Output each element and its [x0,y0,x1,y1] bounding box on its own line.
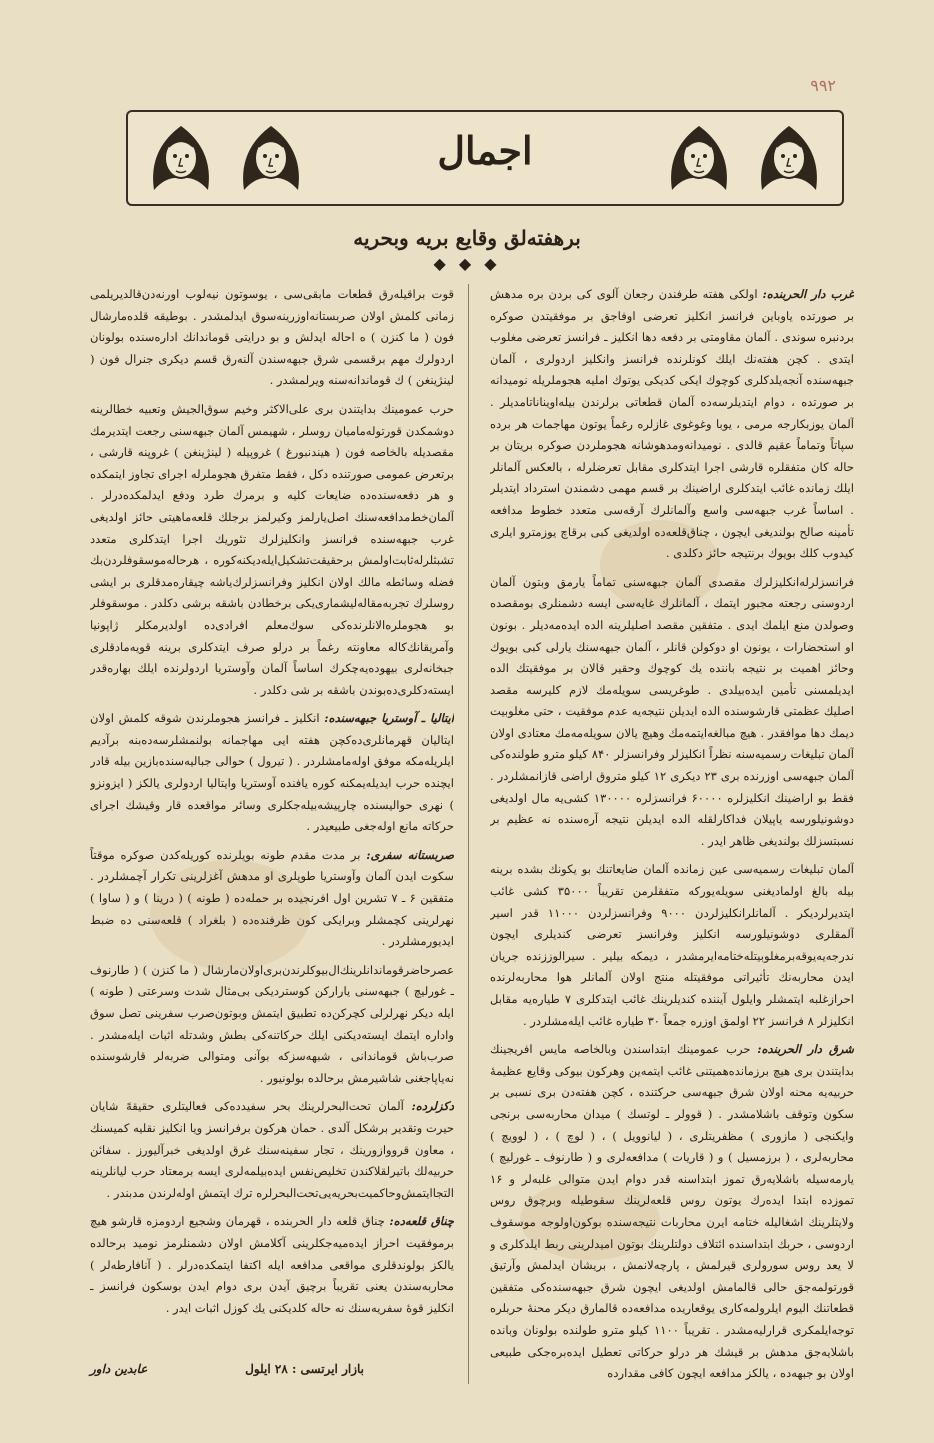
paragraph [90,399,454,701]
paragraph [90,1211,454,1319]
page-number: ۹۹۲ [810,76,836,95]
paragraph-text: فرانسزلرله‌انکلیزلرك مقصدی آلمان جبهه‌سنی تماماً یارمق وبتون آلمان اردوسنی رجعته مجبور ایتمك ، آلمانلرك غایه‌سی ایسه دشمنلری بومقصده وصولدن منع ایلمك ایدی . متفقین مقصد اصلیلرینه الده ایده‌مه‌دیلر . بونون او استحضارات ، یونون او دوکولن قانلر ، آلمان جبهه‌سنك یارلی کبی بویوك وحائز اهمیت بر نتیجه باننده یك کوچوك وحقیر قالان بر موفقیتك الده ایدیلمسنی تأمین ایده‌بیلدی . طوغریسی سویله‌مك لازم کلیرسه مقصد اصلیك عظمتی قارشوسنده الده ایدیلن نتیجه‌یه عدم موفقیت ، حتی مغلوبیت دیمك دها موافقدر . هیچ مبالغه‌ایتمه‌مك وهیچ یالان سویله‌مه‌مك معتادی اولان آلمان تبلیغات رسمیه‌سنه نظراً انکلیزلر وفرانسزلر ۸۴۰ کیلو مترو طولنده‌کی آلمان جبهه‌سی اوزرنده بری ۲۳ دیکری ۱۲ کیلو متروق اراضی قازانمشلردر . فقط بو اراضینك انکلیزلره ۶۰۰۰۰ فرانسزلره ۱۳۰۰۰۰ کشی‌یه مال اولدیغی دوشونیلورسه یاپیلان فداکارلقله الده ایدیلن نتیجه آره‌سنده نه عظیم بر نسبتسزلك بولندیغی ظاهر ایدر . [490,574,854,848]
section-heading: شرق دار الحربنده: [757,1042,854,1057]
section-header-banner [126,110,844,206]
right-text-column [490,284,854,1394]
paragraph [490,859,854,1032]
paragraph [490,572,854,853]
paragraph [90,845,454,953]
paragraph [490,1039,854,1385]
paragraph-text: حرب عمومینك ابتداسندن وبالخاصه مایس افریجینك بدایتندن بری هیچ برزمانده‌همیتنی غائب ایتمه‌ین وهرکون بیوکی وقایع عظیمهٔ حربیه‌یه محنه اولان شرق جبهه‌سی حرکتنده ، کچن هفته‌دن بری نسبی بر سکون وتوقف باشلامشدر . ( قوولر ـ لوتسك ) میدان محاربه‌سی برنجی وایکنجی ( مازوری ) مظفریتلری ، ( لیانوویل ) ، ( لوچ ) ، ( لوویچ ) محاربه‌لری ، ( برزمسیل ) و ( قاریات ) مدافعه‌لری و ( طارنوف ـ غورلیچ ) یارمه‌سیله باشلایه‌رق تموز ابتداسنه قدر دوام ایدن متوالی غلبه‌لر و ۱۶ تموزده ابتدا ایده‌رك یوتون روس قلعه‌لرینك سقوطیله وبرچوق روس ولایتلرینك اشغالیله ختامه ایرن محاربات نتیجه‌سنده بوکون‌اولوجه موسقوف اردوسی ، حربك ابتداسنده ائتلاف دولتلرینك بوتون امیدلرینی ربط ایلدکلری و لا یعد روس سورولری قیرلمش ، پارچه‌لانمش ، بریشان ایدلمش وآرتیق قورتولمه‌جق حالی قالمامش اولدیغی ایچون شرق جبهه‌سنده‌کی متفقین قطعاتنك الیوم ایلرولمه‌کاری یوقعاریده مدافعه‌ده قالمارق دیکر محنهٔ حربلره توجه‌ایلمکری قرارلیه‌مشدر . تقریباً ۱۱۰۰ کیلو مترو طولنده بولونان وبانده باشلایه‌جق مدهش بر قیشك هر درلو حرکاتی تعطیل ایده‌بره‌جکی طبیعی اولان بو جبهه‌ده ، یالکز مدافعه ایچون کافی مقدارده [490,1042,854,1381]
article-footer [90,1362,454,1384]
paragraph-text: اولکی هفته طرفندن رجعان آلوی کی بردن بره مدهش بر صورتده یاوباین فرانسز انکلیز تعرضی اوفاجق بر موفقیتدن صوکره بردنبره سوندی . آلمان مقاومتی بر دفعه دها انکلیز ـ فرانسز تعرضی مغلوب ایتدی . کچن هفته‌نك ایلك کونلرنده فرانسز وانکلیز اردولری ، آلمان جبهه‌سنده آنجه‌یلدکلری کوچوك ایکی کدیکی یوتوك املیه هجوملریله نومیدانه بر صورتده ، دوام ایتدیلرسه‌ده آلمان قطعاتی برلرندن بیله‌اوینانا‌تامدیلر . آلمان یوزبکارجه مرمی ، یوبا وغوغوی غازلره رغماً یوتون مهاجمات هر برده سپاتاً وتماماً عقیم قالدی . نومیدانه‌ومدهوشانه هجوملردن صوکره بریتان بر حاله کان متفقلره قارشی اجرا ایتدکلری مقابل تعرضلرله ، بالعکس آلمانلر ایلك زمانده غائب ایتدکلری اراضینك بر قسم مهمی دشمندن استرداد ایتدیلر . اساساً غرب جبهه‌سی واسع وآلمانلرك آرقه‌سی متعدد خطوط مدافعه تأمینه صالح بولندیغی ایچون ، چناق‌قلعه‌ده اولدیغی کبی برقاچ یوزمترو ایلری کیدوب کلك بویوك برنتیجه حائز دکلدی . [490,287,854,561]
section-heading: چناق قلعه‌ده: [389,1214,454,1229]
paragraph [90,960,454,1090]
section-title: اجمال [437,128,533,173]
art-nouveau-face-icon [664,120,734,194]
paragraph-text: عصرحاضرقوماندانلرینك‌ال‌بیوکلرندن‌بری‌اولان‌مارشال ( ما کنزن ) ( طارنوف ـ غورلیچ ) جبهه‌سنی یارارکن کوستردیکی بی‌مثال شدت وسرعتی ( طونه ) ایله دیکر نهرلرلی کچرکن‌ده تطبیق ایتمش وبوتون‌صرب سفرینی تصل سوق واداره ایتمك ایسته‌دیکنی ایلك حرکاتنه‌کی بطش وشدتله اثبات ایله‌مشدر . صرب‌باش قوماندانی ، شبهه‌سزکه بوآنی ومتوالی ضربه‌لر قارشوسنده نه‌یاپاجغنی شاشیرمش برحالده بولونیور . [90,962,454,1085]
paragraph [90,1096,454,1204]
left-ornament [136,116,316,198]
paragraph-text: قوت براقیله‌رق قطعات مابقی‌سی ، یوسوتون نیه‌لوب اورنه‌دن‌قالدیریلمی زمانی کلمش اولان صربستانه‌اوزرینه‌سوق ایدلمشدر . بوطیقه قلده‌مارشال فون ( ما کنزن ) ه احاله ایدلش و بو درایتی قوماندانك اداره‌سنده بولونان اردولرك مهم برقسمی شرق جبهه‌سندن آلنه‌رق قسم دیکری جنرال فون ( لینژینغن ) ك قوماندانه‌سنه ویرلمشدر . [90,287,454,388]
art-nouveau-face-icon [754,120,824,194]
right-ornament [654,116,834,198]
paragraph-text: بر مدت مقدم طونه بویلرنده کوریله‌کدن صوکره موقتاً سکوت ایدن آلمان وآوستریا طوپلری او مدهش آغزلرینی تکرار آچمشلردر . متفقین ۶ ـ ۷ تشرین اول افرنجیده بر حمله‌ده ( طونه ) ( درینا ) و ( ساوا ) نهرلرینی کچمشلر وبرایکی کون ظرفنده‌ده ( بلغراد ) قلعه‌سنی ده ضبط ایدیورمشلردر . [90,847,454,949]
paragraph [90,284,454,392]
column-divider [468,284,469,1384]
left-text-column [90,284,454,1394]
ornamental-divider: ◆ ◆ ◆ [433,254,501,273]
section-heading: غرب دار الحربنده: [762,287,854,301]
art-nouveau-face-icon [146,120,216,194]
paragraph [490,284,854,565]
paragraph [90,708,454,838]
section-heading: ایتالیا ـ آوستریا جبهه‌سنده: [324,711,454,726]
section-heading: صربستانه سفری: [366,847,454,862]
paragraph-text: چناق قلعه دار الحربنده ، قهرمان وشجیع اردومزه قارشو هیچ برموفقیت احراز ایده‌میه‌جکلرینی آکلامش اولان دشمنلرمز نومید برحالده یالکز بولوندقلری مواقعی مدافعه ایله اکتفا ایتمکده‌درلر . ( آنافارطه‌لر ) محاربه‌سندن یعنی تقریباً برچیق آیدن بری دوام ایدن بوسکون فرانسز ـ انکلیز قوهٔ سفریه‌سنك نه حاله کلدیکنی یك کوزل اثبات ایدر . [90,1214,454,1315]
paragraph-text: حرب عمومینك بدایتندن بری علی‌الاکثر وخیم سوق‌الجیش وتعبیه خطالرینه دوشمکدن قورتوله‌مامیان روسلر ، شهیمس آلمان جبهه‌سنی رجعت ایتدیرمك مقصدیله بالخاصه فون ( هیندنبورغ ) غروپیله ( لینژینغن ) غروپنه قارشی ، برتعرض عمومی صورتنده دکل ، فقط متفرق هجوملرله اجرای تجاوز ایتمکده و هر دفعه‌سنده‌ده ضایعات کلیه و برمرك طرد ودفع ایدلمکده‌درلر . آلمان‌خط‌مدافعه‌سنك اصل‌یارلمز وکیرلمز برجلك قلعه‌ماهیتی حائز اولدیغی غرب جبهه‌سنده فرانسز وانکلیزلرك تئوریك اجرا ایتدکلری متعدد تشبثلرله‌ثابت‌اولمش برحقیقت‌تشکیل‌ایله‌دیکنه‌کوره ، هرحاله‌موسقوفلردن‌بك فضله وسائطه مالك اولان انکلیز وفرانسزلرك‌یاشه چیقاره‌مدقلری بر ایشی روسلرك تجربه‌مقاله‌لیشماری‌یکی برخطادن باشقه برشی دکلدر . موسقوفلر بو هجوملره‌الانلرنده‌کی سوك‌معلم افرادی‌ده اولدیرمکلر ژاپونیا وآمریقانك‌کاله معاونته رغماً بر درلو صرف ایتدکلری برینه قویه‌مادقلری جبخانه‌لری بیهوده‌یه‌چکرك اساساً آلمان وآوستریا اردولرنده ایلك بهاره‌قدر ایسته‌دکلری‌ده‌بوندن باشقه بر شی دکلدر . [90,401,454,697]
paragraph-text: آلمان تبلیغات رسمیه‌سی عین زمانده آلمان ضایعاتنك بو یکونك بشده برینه بیله بالغ اولمادیغنی سویله‌یورکه متفقلرمن تقریباً ۳۵۰۰۰ کشی غائب ایتدیرلردیکر . آلمانلرانکلیزلردن ۹۰۰۰ وفرانسزلردن ۱۱۰۰۰ قدر اسیر آلمقلری دوشونیلورسه انکلیز وفرانسز تعرضی کندیلری ایچون ندرجه‌یه‌یوقه‌برمغلوبیتله‌ختامه‌ایرمشدر ، دیمکه بیلیر . سیرالوززنده جریان ایدن محاربه‌نك تأثیراتی موفقیتله منتج اولان آلمانلر هوا محاربه‌لرنده احرازغلبه ایتمشلر وایلول آیننده کندیلرینك غائب ایتدکلری ۷ طیاره‌یه مقابل انکلیزلر ۸ فرانسز ۲۲ اولمق اوزره جمعاً ۳۰ طیاره غائب ایله‌مشلردر . [490,862,854,1028]
paragraph-text: انکلیز ـ فرانسز هجوملرندن شوقه کلمش اولان ایتالیان قهرمانلری‌ده‌کچن هفته ایی مهاجمانه بولنمشلرسه‌ده‌بنه برآدیم ایلریله‌مکه موفق اوله‌مامشلردر . ( تیرول ) حوالی جبالیه‌سنده‌بازین بیله قادر ایچنده حرب ایدیله‌یمکنه کوره یافنده آوستریا وایتالیا اردولری یالکز ( ایزونزو ) نهری حوالیسنده چارپیشه‌بیله‌جکلری وسائر مواقعده قار وقیشك اجرای حرکاته مانع اوله‌جغی طبیعیدر . [90,711,454,834]
art-nouveau-face-icon [236,120,306,194]
paragraph-text: آلمان تحت‌البحرلرینك بحر سفیدده‌کی فعالیتلری حقیقهً شایان حیرت وتقدیر برشکل آلدی . حمان هرکون برفرانسز ویا انکلیز نقلیه کمیسنك ، معاون قرووازورینك ، تجار سفینه‌سنك غرق اولدیغی خبرآلیورز . سفائن حربیه‌لك باتیرلقلاکندن تخلیص‌نفس ایده‌بیلمه‌لری ایسه برمعتاد حرب لیانلرینه التجاایتمش‌وحاکمیت‌بحریه‌یی‌تحت‌البحرلره ترك ایتمش اوله‌لرندن مدبندر . [90,1099,454,1200]
section-heading: دکزلرده: [411,1099,454,1114]
article-subtitle: برهفته‌لق وقایع بریه وبحریه [353,226,581,250]
author-signature: عابدین داور [90,1362,148,1376]
article-date: بازار ایرتسی : ۲۸ ایلول [245,1362,364,1376]
